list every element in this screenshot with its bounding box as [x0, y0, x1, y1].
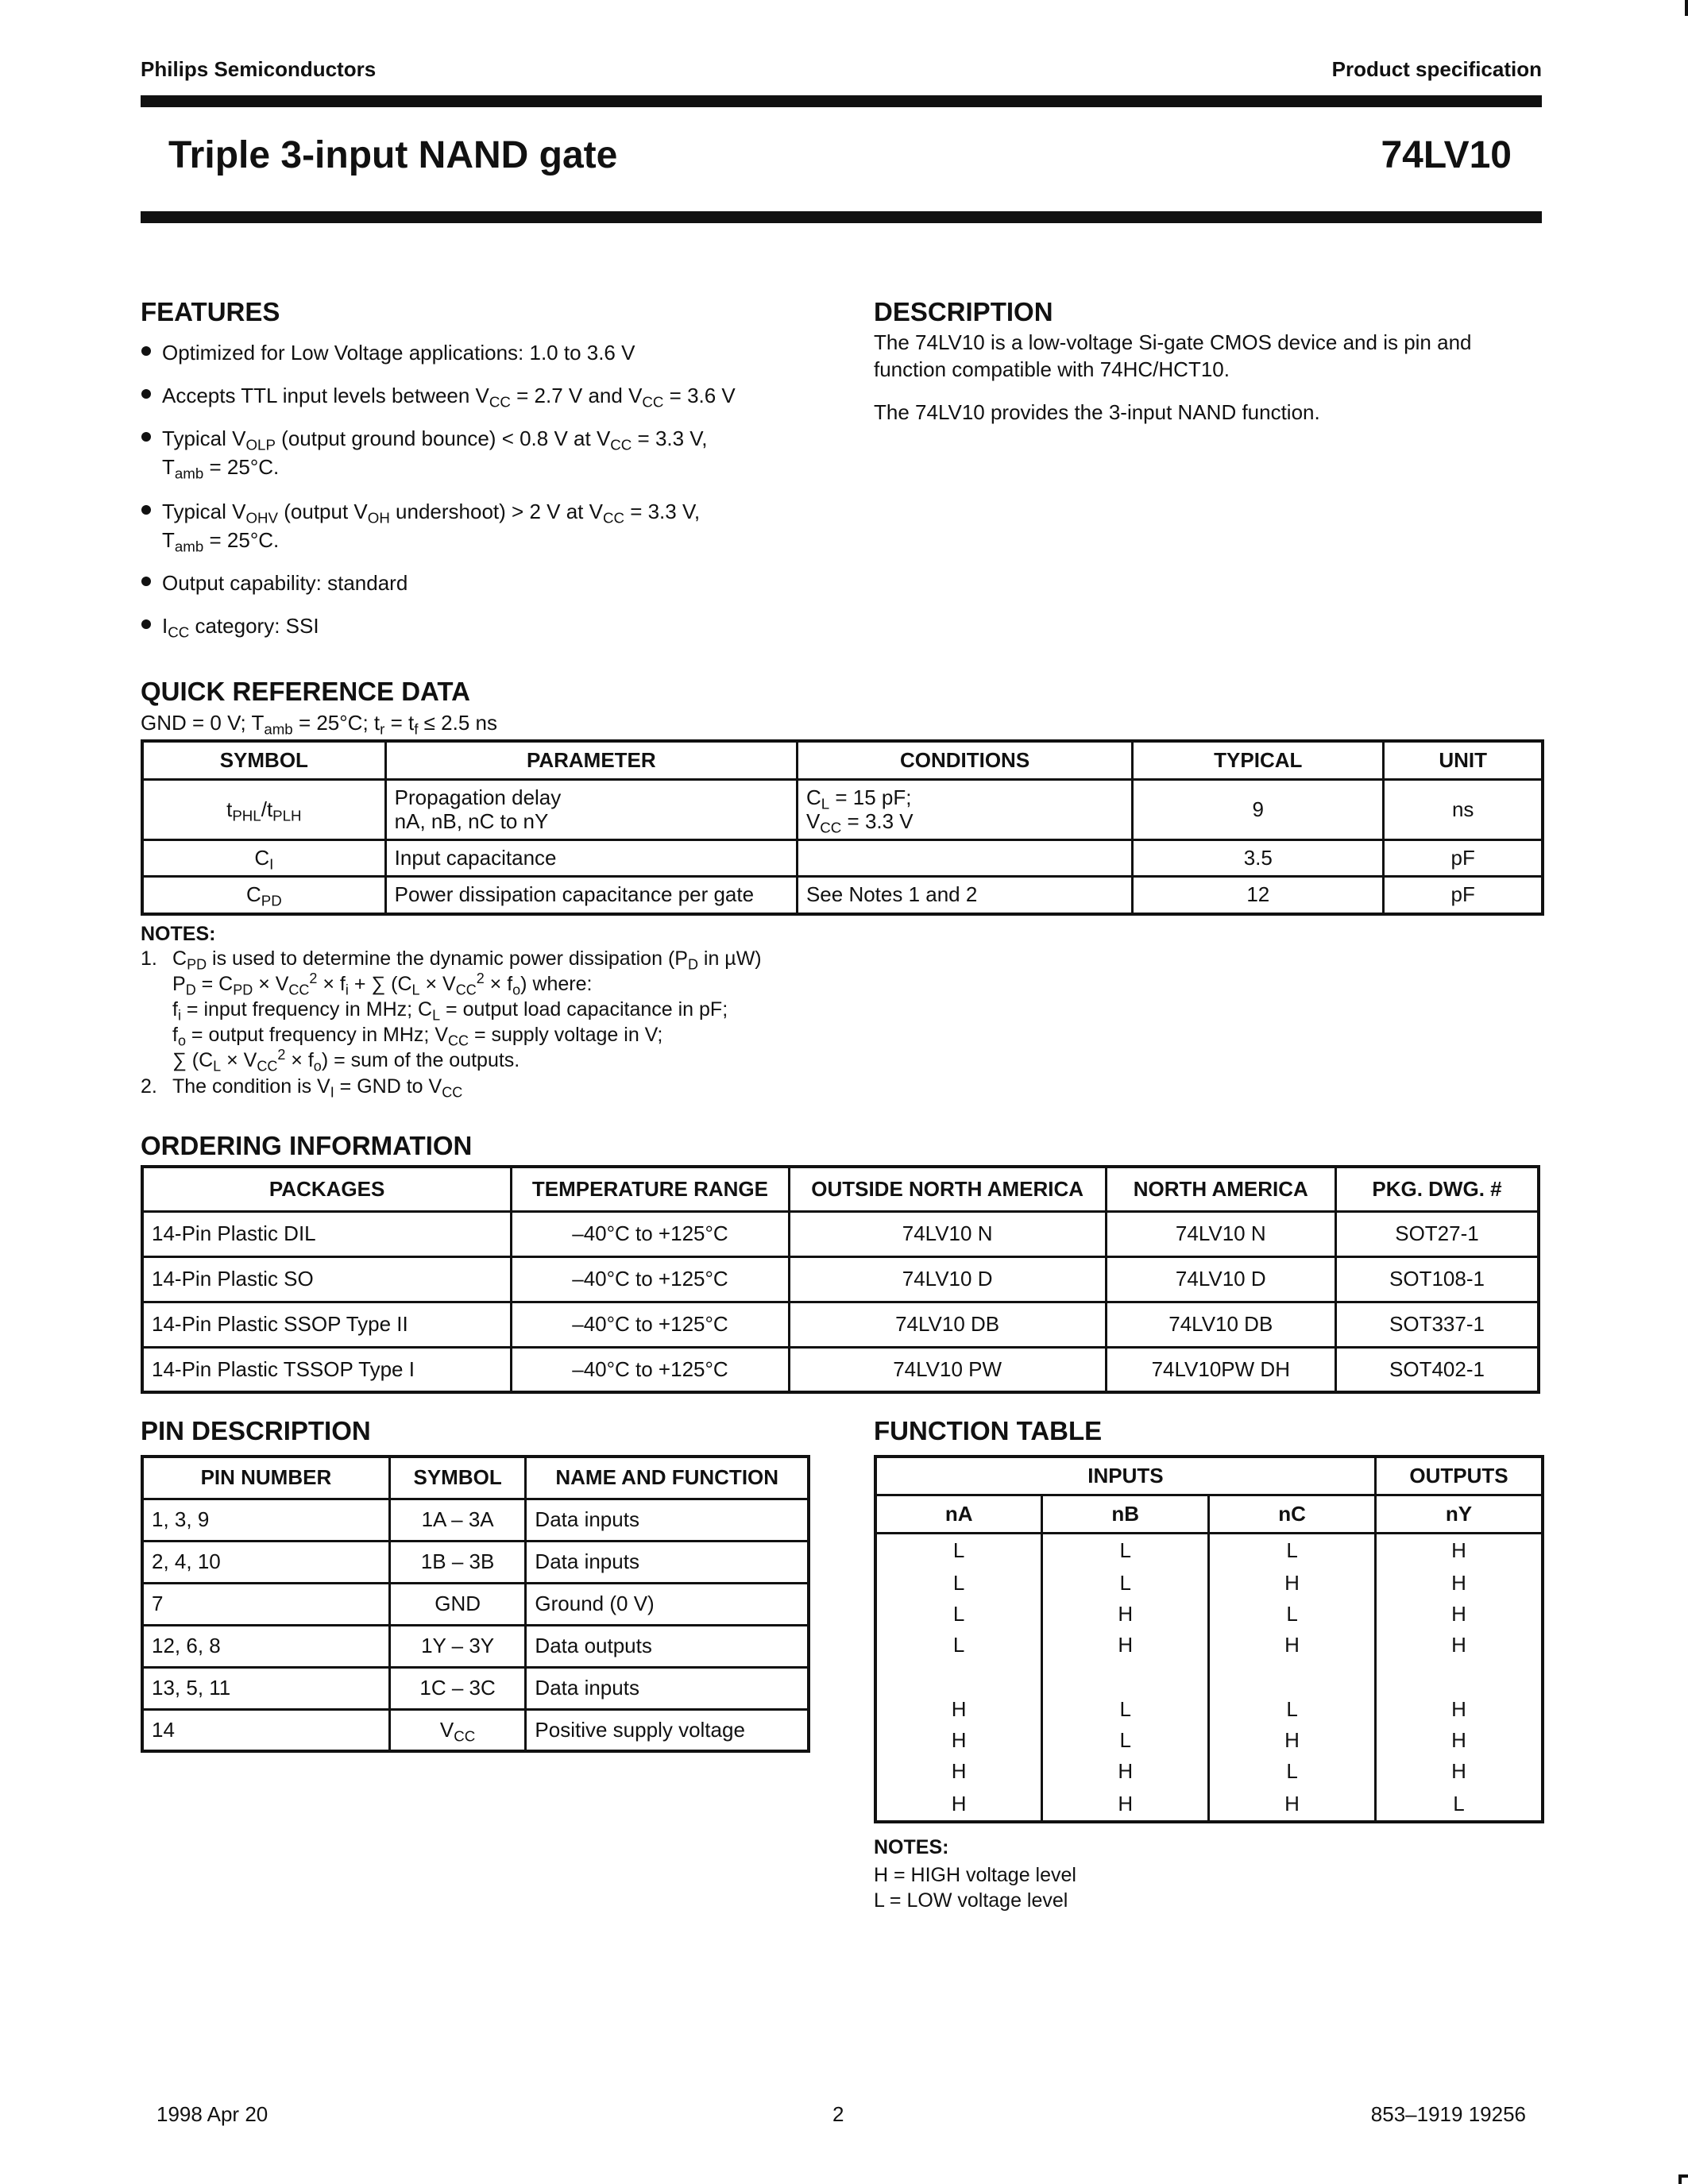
table-row: L L L H — [875, 1533, 1543, 1568]
cell-temperature: –40°C to +125°C — [512, 1211, 789, 1256]
column-header: UNIT — [1384, 741, 1543, 779]
quick-reference-heading: QUICK REFERENCE DATA — [141, 677, 470, 706]
cell-pin-number: 1, 3, 9 — [142, 1499, 389, 1541]
crop-mark — [1685, 0, 1688, 16]
bullet-icon — [141, 432, 151, 442]
doc-type: Product specification — [1331, 57, 1542, 81]
cell-symbol: 1A – 3A — [389, 1499, 526, 1541]
pin-description-table — [141, 1455, 810, 1753]
ordering-table — [141, 1165, 1540, 1394]
column-header: SYMBOL — [142, 741, 385, 779]
description-heading: DESCRIPTION — [874, 297, 1053, 326]
table-row — [142, 1211, 1539, 1256]
cell-function: Ground (0 V) — [526, 1583, 809, 1625]
pin-description-heading: PIN DESCRIPTION — [141, 1416, 371, 1445]
header-rule-bottom — [141, 211, 1542, 223]
footer-date: 1998 Apr 20 — [156, 2102, 268, 2126]
quick-reference-subtitle: GND = 0 V; $T_{amb} = 25^\circ C$; $t_r = t_f \le 2.5$ ns — [141, 711, 497, 738]
description-para-1: The 74LV10 is a low-voltage Si-gate CMOS device and is pin and function compatible with 74HC/HCT10. — [874, 330, 1472, 381]
table-row — [142, 1667, 809, 1709]
cell-pin-number: 7 — [142, 1583, 389, 1625]
function-table-note: H = HIGH voltage level — [874, 1864, 1076, 1886]
cell-pin-number: 13, 5, 11 — [142, 1667, 389, 1709]
note-line: The condition is $V_I$ = GND to $V_{CC}$ — [172, 1075, 463, 1101]
cell-symbol: 1Y – 3Y — [389, 1625, 526, 1667]
feature-item: Accepts TTL input levels between $V_{CC} = 2.7$ V and $V_{CC} = 3.6$ V — [141, 381, 736, 410]
table-row: H H H L — [875, 1787, 1543, 1822]
cell-outside-na: 74LV10 D — [789, 1256, 1106, 1302]
column-header: nB — [1042, 1495, 1209, 1533]
description-para-2: The 74LV10 provides the 3-input NAND function. — [874, 400, 1320, 424]
column-header: TYPICAL — [1133, 741, 1384, 779]
function-table-notes-heading: NOTES: — [874, 1836, 949, 1858]
cell-parameter: Propagation delay nA, nB, nC to nY — [385, 779, 797, 839]
note-line: $P_D = C_{PD} \times V_{CC}^2 \times f_i$ + ∑ $(C_L \times V_{CC}^2 \times f_o)$ where: — [172, 970, 593, 998]
bullet-icon — [141, 505, 151, 515]
cell-function: Data inputs — [526, 1499, 809, 1541]
table-header-row — [142, 741, 1543, 779]
table-row: H L H H — [875, 1725, 1543, 1756]
cell-parameter: Input capacitance — [385, 839, 797, 876]
column-header: PIN NUMBER — [142, 1457, 389, 1499]
crop-mark — [1678, 2174, 1688, 2184]
cell-function: Positive supply voltage — [526, 1709, 809, 1751]
note-line: ∑ $(C_L \times V_{CC}^2 \times f_o)$ = sum of the outputs. — [172, 1047, 520, 1075]
column-header: PKG. DWG. # — [1335, 1167, 1539, 1211]
function-table-note: L = LOW voltage level — [874, 1889, 1068, 1912]
footer-doc-code: 853–1919 19256 — [1370, 2102, 1526, 2126]
table-row — [142, 876, 1543, 914]
cell-symbol: 1C – 3C — [389, 1667, 526, 1709]
note-line: $C_{PD}$ is used to determine the dynamic power dissipation ($P_D$ in µW) — [172, 947, 762, 973]
cell-temperature: –40°C to +125°C — [512, 1256, 789, 1302]
feature-item: Output capability: standard — [141, 569, 408, 597]
cell-unit: pF — [1384, 839, 1543, 876]
table-row: L H L H — [875, 1599, 1543, 1630]
table-header-row — [142, 1457, 809, 1499]
cell-package: 14-Pin Plastic SO — [142, 1256, 512, 1302]
cell-temperature: –40°C to +125°C — [512, 1347, 789, 1392]
feature-item: Optimized for Low Voltage applications: 1.0 to 3.6 V — [141, 338, 635, 367]
cell-package: 14-Pin Plastic DIL — [142, 1211, 512, 1256]
column-header: TEMPERATURE RANGE — [512, 1167, 789, 1211]
cell-function: Data inputs — [526, 1667, 809, 1709]
cell-function: Data inputs — [526, 1541, 809, 1583]
cell-pkg-dwg: SOT402-1 — [1335, 1347, 1539, 1392]
quick-reference-table — [141, 739, 1544, 916]
cell-pkg-dwg: SOT27-1 — [1335, 1211, 1539, 1256]
bullet-icon — [141, 619, 151, 629]
note-line: $f_o$ = output frequency in MHz; $V_{CC}$ = supply voltage in V; — [172, 1024, 663, 1049]
group-header-outputs: OUTPUTS — [1375, 1457, 1543, 1495]
feature-item: $I_{CC}$ category: SSI — [141, 612, 319, 640]
cell-package: 14-Pin Plastic TSSOP Type I — [142, 1347, 512, 1392]
column-header: nC — [1209, 1495, 1376, 1533]
cell-typical: 12 — [1133, 876, 1384, 914]
page-title: Triple 3-input NAND gate — [168, 134, 618, 176]
features-heading: FEATURES — [141, 297, 280, 326]
table-row — [142, 1709, 809, 1751]
table-row — [142, 1625, 809, 1667]
column-header: nY — [1375, 1495, 1543, 1533]
ordering-heading: ORDERING INFORMATION — [141, 1131, 473, 1160]
cell-typical: 9 — [1133, 779, 1384, 839]
cell-pkg-dwg: SOT337-1 — [1335, 1302, 1539, 1347]
table-row — [142, 1256, 1539, 1302]
table-row — [142, 1583, 809, 1625]
cell-conditions: See Notes 1 and 2 — [797, 876, 1132, 914]
cell-symbol: GND — [389, 1583, 526, 1625]
table-row — [142, 779, 1543, 839]
company-name: Philips Semiconductors — [141, 57, 377, 81]
table-row — [142, 1499, 809, 1541]
bullet-icon — [141, 346, 151, 356]
cell-temperature: –40°C to +125°C — [512, 1302, 789, 1347]
table-row — [142, 1347, 1539, 1392]
cell-north-america: 74LV10 D — [1106, 1256, 1335, 1302]
cell-outside-na: 74LV10 DB — [789, 1302, 1106, 1347]
function-table-heading: FUNCTION TABLE — [874, 1416, 1103, 1445]
feature-item: Typical $V_{OLP}$ (output ground bounce) < 0.8 V at $V_{CC} = 3.3$ V, $T_{amb} = 25^\circ C$. — [141, 424, 708, 481]
bullet-icon — [141, 577, 151, 586]
cell-pin-number: 14 — [142, 1709, 389, 1751]
column-header: NAME AND FUNCTION — [526, 1457, 809, 1499]
group-header-inputs: INPUTS — [875, 1457, 1375, 1495]
feature-item: Typical $V_{OHV}$ (output $V_{OH}$ undershoot) > 2 V at $V_{CC} = 3.3$ V, $T_{amb} = 25^\circ C$. — [141, 497, 700, 554]
column-header: NORTH AMERICA — [1106, 1167, 1335, 1211]
table-row — [142, 1302, 1539, 1347]
cell-unit: ns — [1384, 779, 1543, 839]
column-header: PACKAGES — [142, 1167, 512, 1211]
quick-reference-notes-heading: NOTES: — [141, 923, 216, 945]
cell-outside-na: 74LV10 N — [789, 1211, 1106, 1256]
table-row — [142, 1541, 809, 1583]
cell-symbol: $t_{PHL}/t_{PLH}$ — [142, 779, 385, 839]
cell-function: Data outputs — [526, 1625, 809, 1667]
note-number: 1. — [141, 947, 157, 970]
column-header: PARAMETER — [385, 741, 797, 779]
cell-conditions — [797, 839, 1132, 876]
footer-page-number: 2 — [832, 2102, 844, 2126]
cell-pkg-dwg: SOT108-1 — [1335, 1256, 1539, 1302]
table-row — [142, 839, 1543, 876]
cell-package: 14-Pin Plastic SSOP Type II — [142, 1302, 512, 1347]
column-header: nA — [875, 1495, 1042, 1533]
note-number: 2. — [141, 1075, 157, 1098]
column-header: SYMBOL — [389, 1457, 526, 1499]
cell-typical: 3.5 — [1133, 839, 1384, 876]
cell-unit: pF — [1384, 876, 1543, 914]
function-table — [874, 1455, 1544, 1823]
cell-outside-na: 74LV10 PW — [789, 1347, 1106, 1392]
header-rule-top — [141, 95, 1542, 107]
table-row: H L L H — [875, 1694, 1543, 1725]
cell-pin-number: 12, 6, 8 — [142, 1625, 389, 1667]
cell-north-america: 74LV10PW DH — [1106, 1347, 1335, 1392]
cell-symbol: $V_{CC}$ — [389, 1709, 526, 1751]
cell-conditions: $C_L = 15$ pF; $V_{CC} = 3.3$ V — [797, 779, 1132, 839]
cell-pin-number: 2, 4, 10 — [142, 1541, 389, 1583]
table-spacer-row — [875, 1661, 1543, 1694]
column-header: CONDITIONS — [797, 741, 1132, 779]
cell-symbol: 1B – 3B — [389, 1541, 526, 1583]
note-line: $f_i$ = input frequency in MHz; $C_L$ = output load capacitance in pF; — [172, 998, 728, 1024]
table-group-header-row — [875, 1457, 1543, 1495]
cell-north-america: 74LV10 N — [1106, 1211, 1335, 1256]
table-row: L L H H — [875, 1568, 1543, 1599]
cell-symbol: $C_{PD}$ — [142, 876, 385, 914]
cell-north-america: 74LV10 DB — [1106, 1302, 1335, 1347]
bullet-icon — [141, 389, 151, 399]
table-row: H H L H — [875, 1756, 1543, 1787]
table-header-row — [875, 1495, 1543, 1533]
cell-symbol: $C_I$ — [142, 839, 385, 876]
part-number: 74LV10 — [1381, 134, 1512, 176]
column-header: OUTSIDE NORTH AMERICA — [789, 1167, 1106, 1211]
table-header-row — [142, 1167, 1539, 1211]
cell-parameter: Power dissipation capacitance per gate — [385, 876, 797, 914]
table-row: L H H H — [875, 1630, 1543, 1661]
